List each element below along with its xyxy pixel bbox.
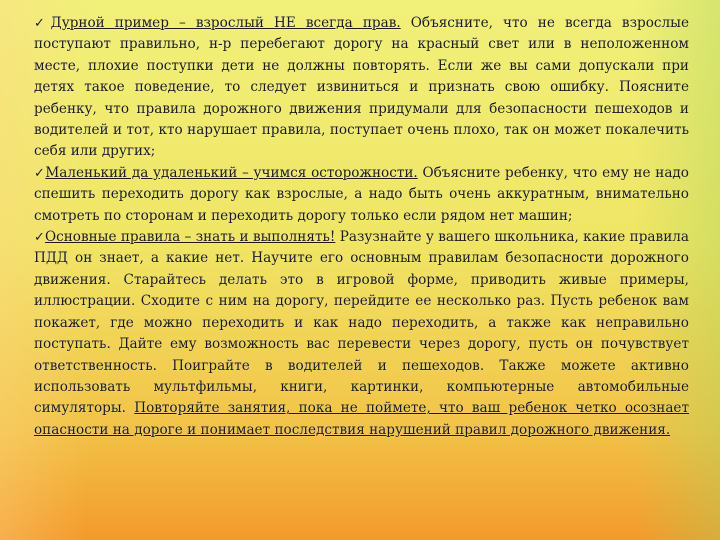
paragraph-text: Объясните ребенку, что ему не надо спешить переходить дорогу как взрослые, а надо быть очень аккуратным, внимательно смотреть по сторонам и переходить дорогу только если рядом нет машин; [34, 164, 689, 224]
paragraph-heading: Маленький да удаленький – учимся осторожности. [45, 164, 418, 181]
checkmark-icon: ✓ [34, 230, 45, 246]
checkmark-icon: ✓ [34, 165, 46, 181]
paragraph-heading: Основные правила – знать и выполнять! [44, 229, 336, 246]
paragraph-basic-rules [34, 227, 689, 441]
paragraph-conclusion: Повторяйте занятия, пока не поймете, что ваш ребенок четко осознает опасности на дороге и понимает последствия нарушений правил дорожного движения. [34, 400, 689, 438]
paragraph-bad-example [34, 13, 689, 163]
paragraph-text: Объясните, что не всегда взрослые поступают правильно, н-р перебегают дорогу на красный свет или в неположенном месте, плохие поступки дети не должны повторять. Если же вы сами допускали при детях такое поведение, то следует извиниться и признать свою ошибку. Поясните ребенку, что правила дорожного движения придумали для безопасности пешеходов и водителей и тот, кто нарушает правила, поступает очень плохо, так он может покалечить себя или других; [34, 15, 689, 160]
paragraph-text: Разузнайте у вашего школьника, какие правила ПДД он знает, а какие нет. Научите его основным правилам безопасности дорожного движения. Старайтесь делать это в игровой форме, приводить живые примеры, иллюстрации. Сходите с ним на дорогу, перейдите ее несколько раз. Пусть ребенок вам покажет, где можно переходить и как надо переходить, а также как неправильно поступать. Дайте ему возможность вас перевести через дорогу, пусть он почувствует ответственность. Поиграйте в водителей и пешеходов. Также можете активно использовать мультфильмы, книги, картинки, компьютерные автомобильные симуляторы. [34, 229, 689, 417]
checkmark-icon: ✓ [34, 16, 51, 31]
paragraph-caution [34, 163, 689, 227]
document-body [34, 13, 689, 441]
paragraph-heading: Дурной пример – взрослый НЕ всегда прав. [50, 15, 401, 31]
